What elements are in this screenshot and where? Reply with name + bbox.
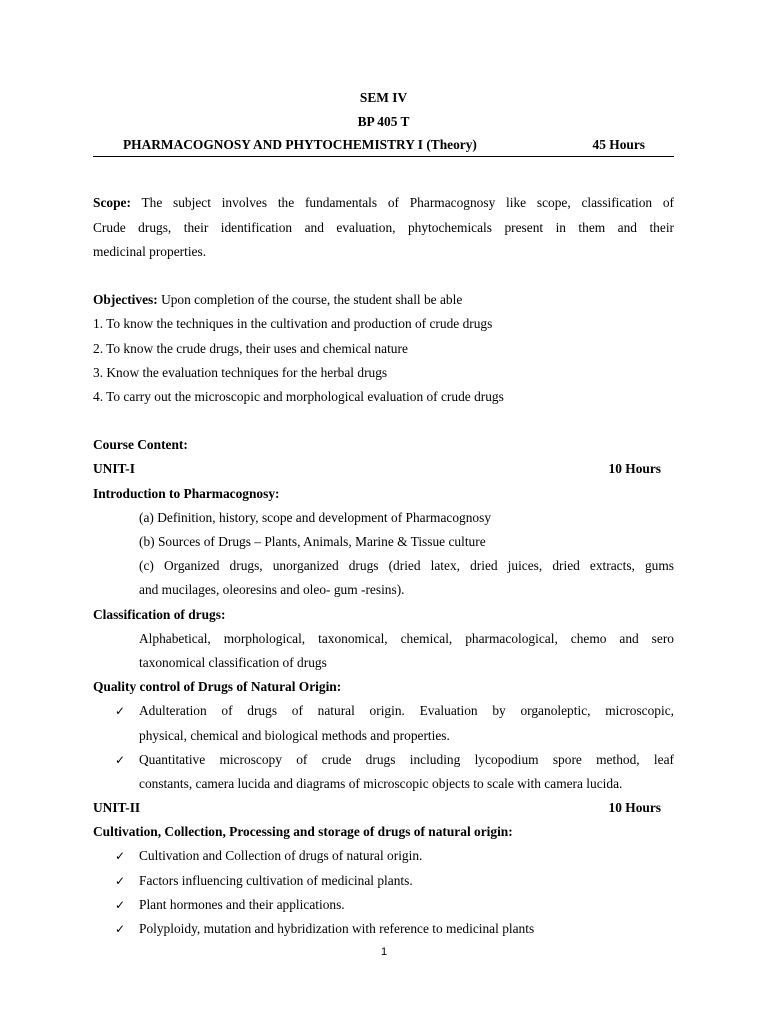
intro-item-b: (b) Sources of Drugs – Plants, Animals, Marine & Tissue culture [139,534,486,549]
objective-item: 3. Know the evaluation techniques for the herbal drugs [93,364,388,380]
intro-pharmacognosy-heading: Introduction to Pharmacognosy: [93,485,280,501]
cultivation-heading: Cultivation, Collection, Processing and storage of drugs of natural origin: [93,824,513,840]
checklist-item: ✓ Factors influencing cultivation of medicinal plants. [93,869,674,893]
classification-line-2: taxonomical classification of drugs [139,654,327,670]
check-icon: ✓ [115,704,126,719]
scope-line-3: medicinal properties. [93,243,207,259]
unit-1-header [93,457,674,481]
scope-line-2: Crude drugs, their identification and evaluation, phytochemicals present in them and their [93,219,674,235]
check-icon: ✓ [115,897,126,912]
objective-item: 2. To know the crude drugs, their uses and chemical nature [93,340,408,356]
classification-heading: Classification of drugs: [93,606,226,622]
unit-2-hours: 10 Hours [608,800,661,816]
intro-item-c-line-2: and mucilages, oleoresins and oleo- gum -resins). [139,582,405,598]
scope-line-1: Scope: The subject involves the fundamentals of Pharmacognosy like scope, classification of [93,195,674,211]
checklist-item: ✓ Adulteration of drugs of natural origin. Evaluation by organoleptic, microscopic, [93,699,674,723]
checklist-item: ✓ Cultivation and Collection of drugs of natural origin. [93,844,674,868]
check-icon: ✓ [115,849,126,864]
check-icon: ✓ [115,873,126,888]
quality-control-heading: Quality control of Drugs of Natural Origin: [93,679,342,695]
scope-label: Scope: [93,195,131,211]
document-page [93,86,674,941]
classification-line-1: Alphabetical, morphological, taxonomical, chemical, pharmacological, chemo and sero [139,630,674,646]
unit-1-label: UNIT-I [93,461,135,477]
intro-item-a: (a) Definition, history, scope and development of Pharmacognosy [139,509,492,525]
checklist-item: ✓ Polyploidy, mutation and hybridization with reference to medicinal plants [93,917,674,941]
course-code: BP 405 T [357,114,410,130]
objective-item: 4. To carry out the microscopic and morphological evaluation of crude drugs [93,388,504,404]
page-number: 1 [380,946,388,958]
checklist-item: ✓ Quantitative microscopy of crude drugs including lycopodium spore method, leaf [93,748,674,772]
unit-2-header [93,796,674,820]
course-title: PHARMACOGNOSY AND PHYTOCHEMISTRY I (Theory) [123,137,477,153]
semester-label: SEM IV [359,90,408,105]
checklist-item-continuation: constants, camera lucida and diagrams of microscopic objects to scale with camera lucida. [139,775,623,791]
check-icon: ✓ [115,922,126,936]
unit-2-label: UNIT-II [93,800,141,816]
course-content-heading: Course Content: [93,437,188,453]
course-hours: 45 Hours [592,137,645,153]
checklist-item-continuation: physical, chemical and biological methods and properties. [139,727,450,743]
intro-item-c-line-1: (c) Organized drugs, unorganized drugs (dried latex, dried juices, dried extracts, gums [139,558,674,574]
unit-1-hours: 10 Hours [608,461,661,477]
objective-item: 1. To know the techniques in the cultivation and production of crude drugs [93,316,493,332]
course-title-row [93,134,674,157]
objectives-label: Objectives: [93,292,158,308]
objectives-intro: Objectives: Upon completion of the course, the student shall be able [93,292,463,308]
check-icon: ✓ [115,752,126,767]
checklist-item: ✓ Plant hormones and their applications. [93,893,674,917]
